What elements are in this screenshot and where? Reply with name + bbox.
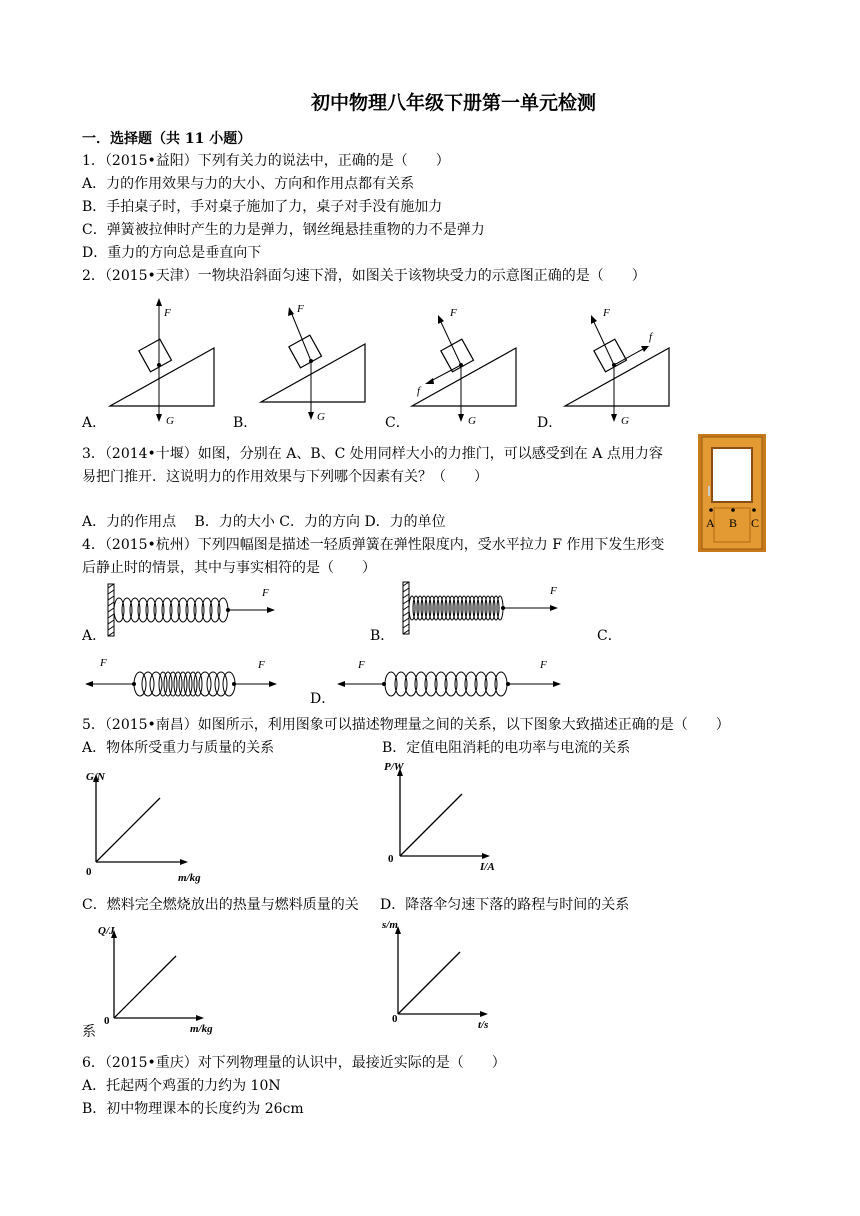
q2c-G: G [468, 415, 476, 427]
q5-option-a: A．物体所受重力与质量的关系 [82, 740, 275, 756]
door-label-b: B [729, 516, 738, 530]
q2-label-d: D． [537, 415, 563, 431]
q5-stem: 5．（2015•南昌）如图所示，利用图象可以描述物理量之间的关系，以下图象大致描述正确的是（ ） [82, 717, 730, 733]
q5c-origin: 0 [104, 1015, 110, 1027]
q4-spring-d [334, 652, 574, 702]
q5a-origin: 0 [86, 866, 92, 878]
q2c-f: f [417, 385, 421, 397]
section-heading: 一．选择题（共 11 小题） [82, 131, 252, 147]
q6-option-b: B．初中物理课本的长度约为 26cm [82, 1101, 304, 1117]
q5-graph-b [384, 758, 514, 873]
q4-spring-a [100, 582, 280, 642]
q4c-F-right: F [258, 659, 265, 671]
q5a-xlabel: m/kg [178, 872, 201, 884]
q5-option-c-tail: 系 [82, 1024, 96, 1040]
q5-graph-c [98, 920, 228, 1035]
q4-stem-line1: 4．（2015•杭州）下列四幅图是描述一轻质弹簧在弹性限度内，受水平拉力 F 作用下发生形变 [82, 537, 665, 553]
q4-spring-c [82, 652, 292, 702]
q5b-ylabel: P/W [384, 761, 404, 773]
q5d-xlabel: t/s [478, 1019, 489, 1031]
q2-stem: 2．（2015•天津）一物块沿斜面匀速下滑，如图关于该物块受力的示意图正确的是（ ） [82, 268, 646, 284]
q4a-F: F [262, 587, 269, 599]
q5b-origin: 0 [388, 853, 394, 865]
q1-option-b: B．手拍桌子时，手对桌子施加了力，桌子对手没有施加力 [82, 199, 443, 215]
q5d-ylabel: s/m [382, 919, 398, 931]
q5c-ylabel: Q/J [98, 925, 115, 937]
q3-stem-line1: 3．（2014•十堰）如图，分别在 A、B、C 处用同样大小的力推门，可以感受到在 A 点用力容 [82, 446, 663, 462]
q1-option-d: D．重力的方向总是垂直向下 [82, 245, 262, 261]
q6-option-a: A．托起两个鸡蛋的力约为 10N [82, 1078, 281, 1094]
q2-label-a: A． [82, 415, 107, 431]
q5-option-d: D．降落伞匀速下落的路程与时间的关系 [380, 897, 630, 913]
door-label-c: C [751, 516, 760, 530]
q4c-F-left: F [100, 657, 107, 669]
q5b-xlabel: I/A [480, 861, 495, 873]
q5a-ylabel: G/N [86, 771, 105, 783]
q2b-F: F [297, 303, 304, 315]
q1-stem: 1．（2015•益阳）下列有关力的说法中，正确的是（ ） [82, 153, 450, 169]
q1-option-c: C．弹簧被拉伸时产生的力是弹力，钢丝绳悬挂重物的力不是弹力 [82, 222, 485, 238]
q1-option-a: A．力的作用效果与力的大小、方向和作用点都有关系 [82, 176, 415, 192]
q2-figure-c [412, 298, 524, 428]
q5-graph-a [86, 768, 216, 883]
q2-figure-d [565, 298, 677, 428]
q4-label-b: B． [370, 628, 395, 644]
q4-label-c: C． [597, 628, 622, 644]
q5c-xlabel: m/kg [190, 1023, 213, 1035]
door-label-a: A [706, 516, 715, 530]
q2d-F: F [603, 307, 610, 319]
q3-options: A．力的作用点 B．力的大小 C．力的方向 D．力的单位 [82, 514, 446, 530]
q2-figure-b [261, 298, 371, 428]
q2-label-c: C． [385, 415, 410, 431]
q2d-G: G [621, 415, 629, 427]
q4-stem-line2: 后静止时的情景，其中与事实相符的是（ ） [82, 560, 376, 576]
q4d-F-left: F [358, 659, 365, 671]
q4-spring-b [395, 580, 575, 640]
q2a-F: F [164, 307, 171, 319]
q4d-F-right: F [540, 659, 547, 671]
q6-stem: 6．（2015•重庆）对下列物理量的认识中，最接近实际的是（ ） [82, 1055, 506, 1071]
q2c-F: F [450, 307, 457, 319]
q2-figure-a [110, 298, 220, 428]
q3-stem-line2: 易把门推开．这说明力的作用效果与下列哪个因素有关？（ ） [82, 469, 488, 485]
q5-option-b: B．定值电阻消耗的电功率与电流的关系 [382, 740, 631, 756]
q2a-G: G [166, 415, 174, 427]
page-title: 初中物理八年级下册第一单元检测 [311, 92, 597, 114]
q2-label-b: B． [233, 415, 258, 431]
door-image [698, 434, 766, 554]
q4b-F: F [550, 585, 557, 597]
q4-label-a: A． [82, 628, 107, 644]
q2d-f: f [649, 331, 653, 343]
q5-option-c: C．燃料完全燃烧放出的热量与燃料质量的关 [82, 897, 359, 913]
q4-label-d: D． [310, 691, 336, 707]
q5-graph-d [382, 916, 512, 1031]
q5d-origin: 0 [392, 1013, 398, 1025]
q2b-G: G [317, 411, 325, 423]
